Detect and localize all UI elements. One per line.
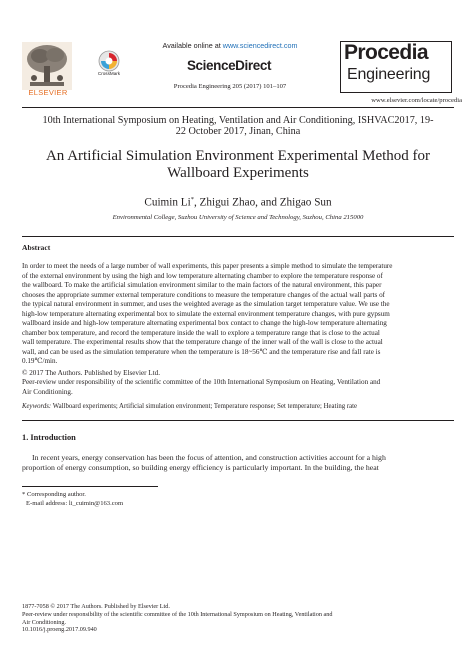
first-author: Cuimin Li [144, 196, 191, 209]
footnote-corresponding: * Corresponding author. [22, 491, 86, 498]
journal-url-link[interactable]: www.elsevier.com/locate/procedia [371, 97, 462, 104]
available-online-line [130, 41, 330, 50]
bottom-publication-info [22, 603, 454, 634]
abstract-line: chamber box temperature, and record the temperature inside the wall to explore a temperature range that is close to the actual [22, 328, 380, 337]
keywords-line [22, 403, 454, 410]
abstract-heading: Abstract [22, 243, 51, 252]
copyright-line-2: Peer-review under responsibility of the scientific committee of the 10th International Symposium on Heating, Ventilation and [22, 378, 381, 387]
author-list [22, 196, 454, 209]
introduction-heading: 1. Introduction [22, 433, 76, 442]
procedia-logo-subtitle: Engineering [347, 66, 431, 83]
conference-line-2: 22 October 2017, Jinan, China [175, 126, 301, 137]
conference-name [22, 115, 454, 137]
sciencedirect-logo: ScienceDirect [186, 58, 272, 73]
abstract-top-divider [22, 236, 454, 237]
abstract-line: wall, and can be used as the simulation temperature when the temperature is 18~56℃ and the temperature rise and fall rate is [22, 347, 381, 356]
abstract-line: 0.19℃/min. [22, 357, 58, 366]
introduction-body [22, 453, 454, 473]
issn-line: 1877-7058 © 2017 The Authors. Published by Elsevier Ltd. [22, 603, 170, 610]
paper-title [22, 148, 454, 182]
conference-line-1: 10th International Symposium on Heating, Ventilation and Air Conditioning, ISHVAC2017, 19- [42, 115, 434, 126]
abstract-line: chooses the appropriate summer external temperature conditions to measure the temperature changes of the actual wall parts of [22, 290, 386, 299]
abstract-body [22, 262, 454, 367]
abstract-line: In order to meet the needs of a large number of wall experiments, this paper presents a simple method to simulate the temperature [22, 262, 393, 270]
available-prefix: Available online at [162, 41, 223, 50]
header-divider [22, 107, 454, 108]
other-authors: , Zhigui Zhao, and Zhigao Sun [193, 196, 332, 209]
sciencedirect-link[interactable]: www.sciencedirect.com [222, 41, 298, 50]
peer-review-line: Peer-review under responsibility of the scientific committee of the 10th International Symposium on Heating, Ventilation and [22, 610, 333, 618]
crossmark-icon[interactable] [98, 50, 120, 72]
copyright-block [22, 369, 454, 397]
abstract-line: the wallboard. To make the artificial simulation environment similar to the main factors of the natural environment, this paper [22, 281, 382, 290]
copyright-line-3: Air Conditioning. [22, 387, 73, 396]
keywords-list: Wallboard experiments; Artificial simulation environment; Temperature response; Set temperature; Heating rate [51, 403, 358, 410]
keywords-label: Keywords: [22, 403, 52, 410]
affiliation: Environmental College, Suzhou University of Science and Technology, Suzhou, China 215000 [112, 214, 364, 221]
abstract-bottom-divider [22, 420, 454, 421]
introduction-line: proportion of energy consumption, so building energy efficiency is particularly important. In the building, the heat [22, 463, 379, 473]
abstract-line: of the external environment by using the high and low temperature alternating chamber to explore the temperature response of [22, 271, 383, 280]
footnote [22, 490, 322, 508]
elsevier-wordmark: ELSEVIER [28, 88, 68, 97]
crossmark-label: CrossMark [97, 71, 121, 76]
copyright-line-1: © 2017 The Authors. Published by Elsevier Ltd. [22, 369, 160, 377]
journal-reference: Procedia Engineering 205 (2017) 101–107 [173, 83, 287, 90]
title-line-2: Wallboard Experiments [167, 165, 309, 181]
abstract-line: wallboard inside and high-low temperature alternating experimental box contact to change the high-low temperature alternating [22, 319, 387, 328]
introduction-line: In recent years, energy conservation has been the focus of attention, and construction activities account for a high [32, 453, 386, 462]
abstract-line: wall temperature. The experimental results show that the temperature change of the inner wall of the wall is close to the actual [22, 338, 383, 347]
corresponding-mark: * [190, 196, 194, 203]
peer-review-line-2: Air Conditioning. [22, 618, 67, 626]
abstract-line: high-low temperature alternating experimental box to simulate the external environment temperature changes, with pure gypsum [22, 309, 390, 318]
footnote-email: E-mail address: li_cuimin@163.com [26, 500, 124, 507]
elsevier-tree-logo-icon [22, 42, 72, 90]
footnote-divider [22, 486, 158, 487]
abstract-line: the typical natural environment in summer, and uses the weighted average as the simulation target temperature value. We use the [22, 300, 390, 309]
title-line-1: An Artificial Simulation Environment Experimental Method for [45, 148, 431, 164]
procedia-logo-name: Procedia [344, 41, 428, 64]
doi-line[interactable]: 10.1016/j.proeng.2017.09.940 [22, 626, 97, 634]
